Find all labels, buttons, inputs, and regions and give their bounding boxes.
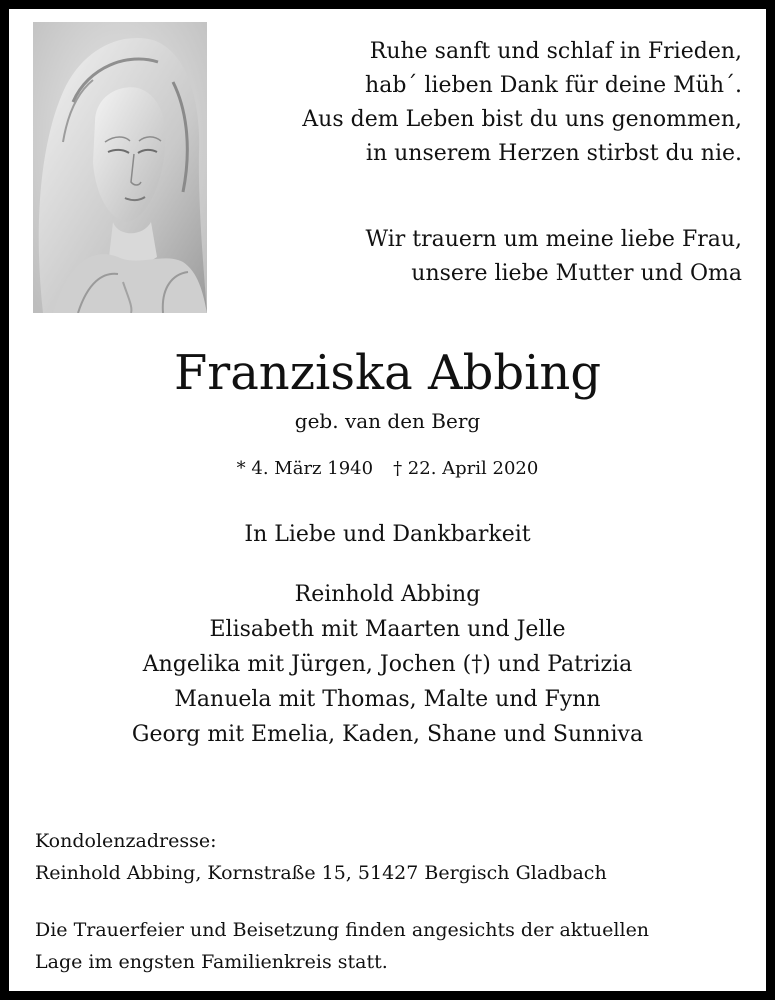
verse-line: Aus dem Leben bist du uns genommen, bbox=[302, 107, 742, 132]
verse-line: in unserem Herzen stirbst du nie. bbox=[365, 141, 742, 166]
condolence-label: Kondolenzadresse: bbox=[35, 830, 217, 852]
verse-line: hab´ lieben Dank für deine Müh´. bbox=[365, 73, 742, 98]
birth-name: geb. van den Berg bbox=[294, 409, 481, 433]
death-date: † 22. April 2020 bbox=[393, 458, 539, 479]
family-member-line: Georg mit Emelia, Kaden, Shane und Sunniva bbox=[131, 722, 644, 747]
family-member-line: Reinhold Abbing bbox=[294, 582, 481, 607]
verse-block bbox=[222, 35, 742, 171]
mourning-text bbox=[222, 223, 742, 291]
family-member-line: Manuela mit Thomas, Malte und Fynn bbox=[174, 687, 601, 712]
notice-line: Die Trauerfeier und Beisetzung finden angesichts der aktuellen bbox=[35, 919, 650, 941]
deceased-name: Franziska Abbing bbox=[173, 345, 602, 401]
dedication-line: In Liebe und Dankbarkeit bbox=[244, 522, 531, 547]
family-list bbox=[9, 577, 766, 752]
condolence-address-line: Reinhold Abbing, Kornstraße 15, 51427 Bergisch Gladbach bbox=[35, 862, 607, 884]
condolence-address bbox=[35, 825, 607, 889]
verse-line: Ruhe sanft und schlaf in Frieden, bbox=[369, 39, 742, 64]
notice-line: Lage im engsten Familienkreis statt. bbox=[35, 951, 388, 973]
family-member-line: Elisabeth mit Maarten und Jelle bbox=[209, 617, 566, 642]
mourning-line: unsere liebe Mutter und Oma bbox=[411, 261, 742, 286]
madonna-portrait-icon bbox=[33, 22, 207, 313]
mourning-line: Wir trauern um meine liebe Frau, bbox=[365, 227, 742, 252]
birth-date: * 4. März 1940 bbox=[236, 458, 374, 479]
family-member-line: Angelika mit Jürgen, Jochen (†) und Patrizia bbox=[142, 652, 633, 677]
funeral-notice bbox=[35, 914, 649, 978]
life-dates bbox=[9, 456, 766, 482]
